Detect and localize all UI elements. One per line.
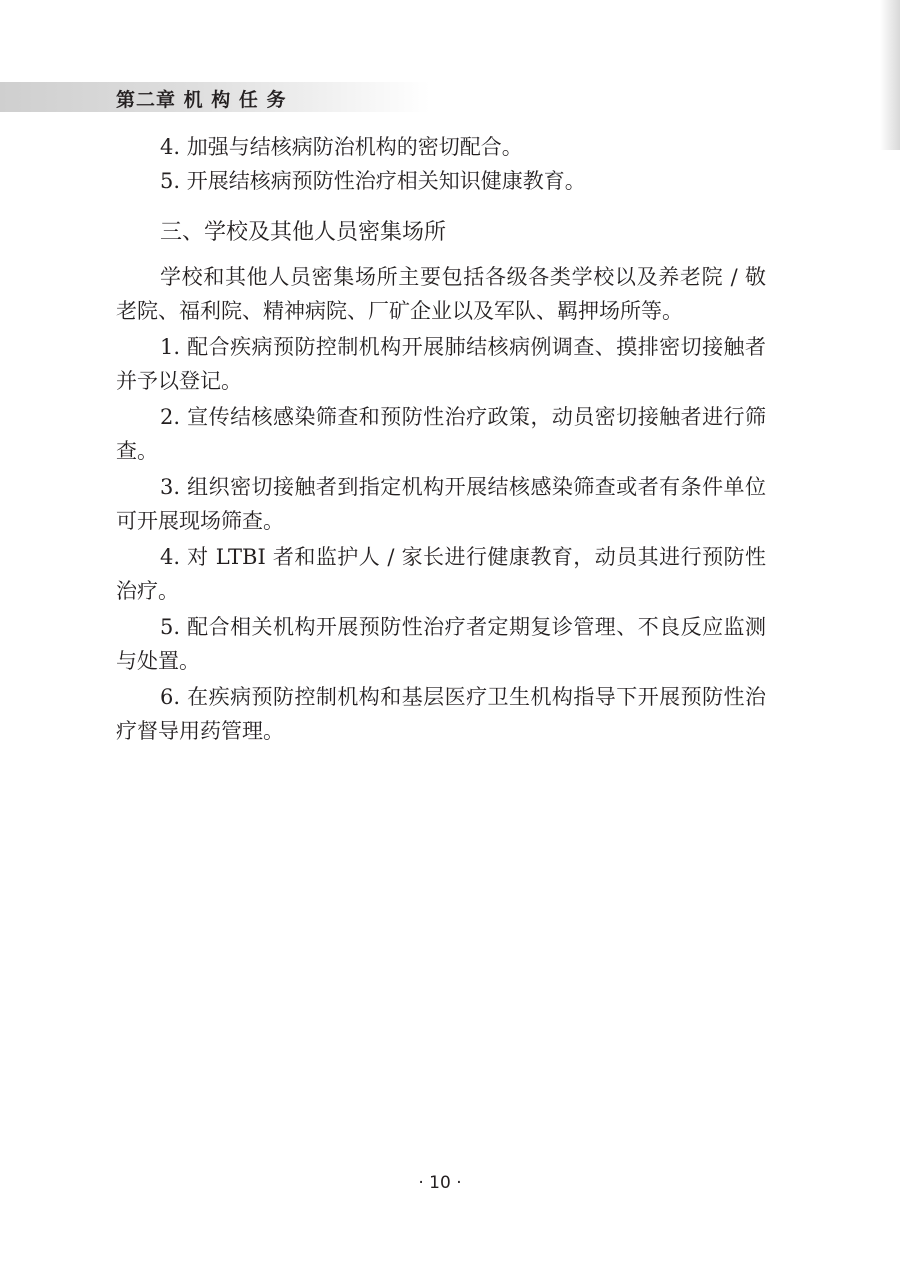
page-body <box>116 130 766 750</box>
list-item: 6. 在疾病预防控制机构和基层医疗卫生机构指导下开展预防性治疗督导用药管理。 <box>116 685 766 743</box>
section-intro: 学校和其他人员密集场所主要包括各级各类学校以及养老院 / 敬老院、福利院、精神病院、厂矿企业以及军队、羁押场所等。 <box>116 265 766 323</box>
list-item: 3. 组织密切接触者到指定机构开展结核感染筛查或者有条件单位可开展现场筛查。 <box>116 475 766 533</box>
list-item: 5. 开展结核病预防性治疗相关知识健康教育。 <box>160 169 586 193</box>
list-item: 2. 宣传结核感染筛查和预防性治疗政策，动员密切接触者进行筛查。 <box>116 405 766 463</box>
list-item: 4. 对 LTBI 者和监护人 / 家长进行健康教育，动员其进行预防性治疗。 <box>116 545 766 603</box>
list-item: 1. 配合疾病预防控制机构开展肺结核病例调查、摸排密切接触者并予以登记。 <box>116 335 766 393</box>
section-title: 三、学校及其他人员密集场所 <box>160 220 447 245</box>
page-number: · 10 · <box>418 1173 462 1193</box>
list-item: 4. 加强与结核病防治机构的密切配合。 <box>160 135 523 159</box>
chapter-header: 第二章 机 构 任 务 <box>116 89 287 111</box>
page-edge-shadow <box>880 0 900 150</box>
list-item: 5. 配合相关机构开展预防性治疗者定期复诊管理、不良反应监测与处置。 <box>116 615 766 673</box>
